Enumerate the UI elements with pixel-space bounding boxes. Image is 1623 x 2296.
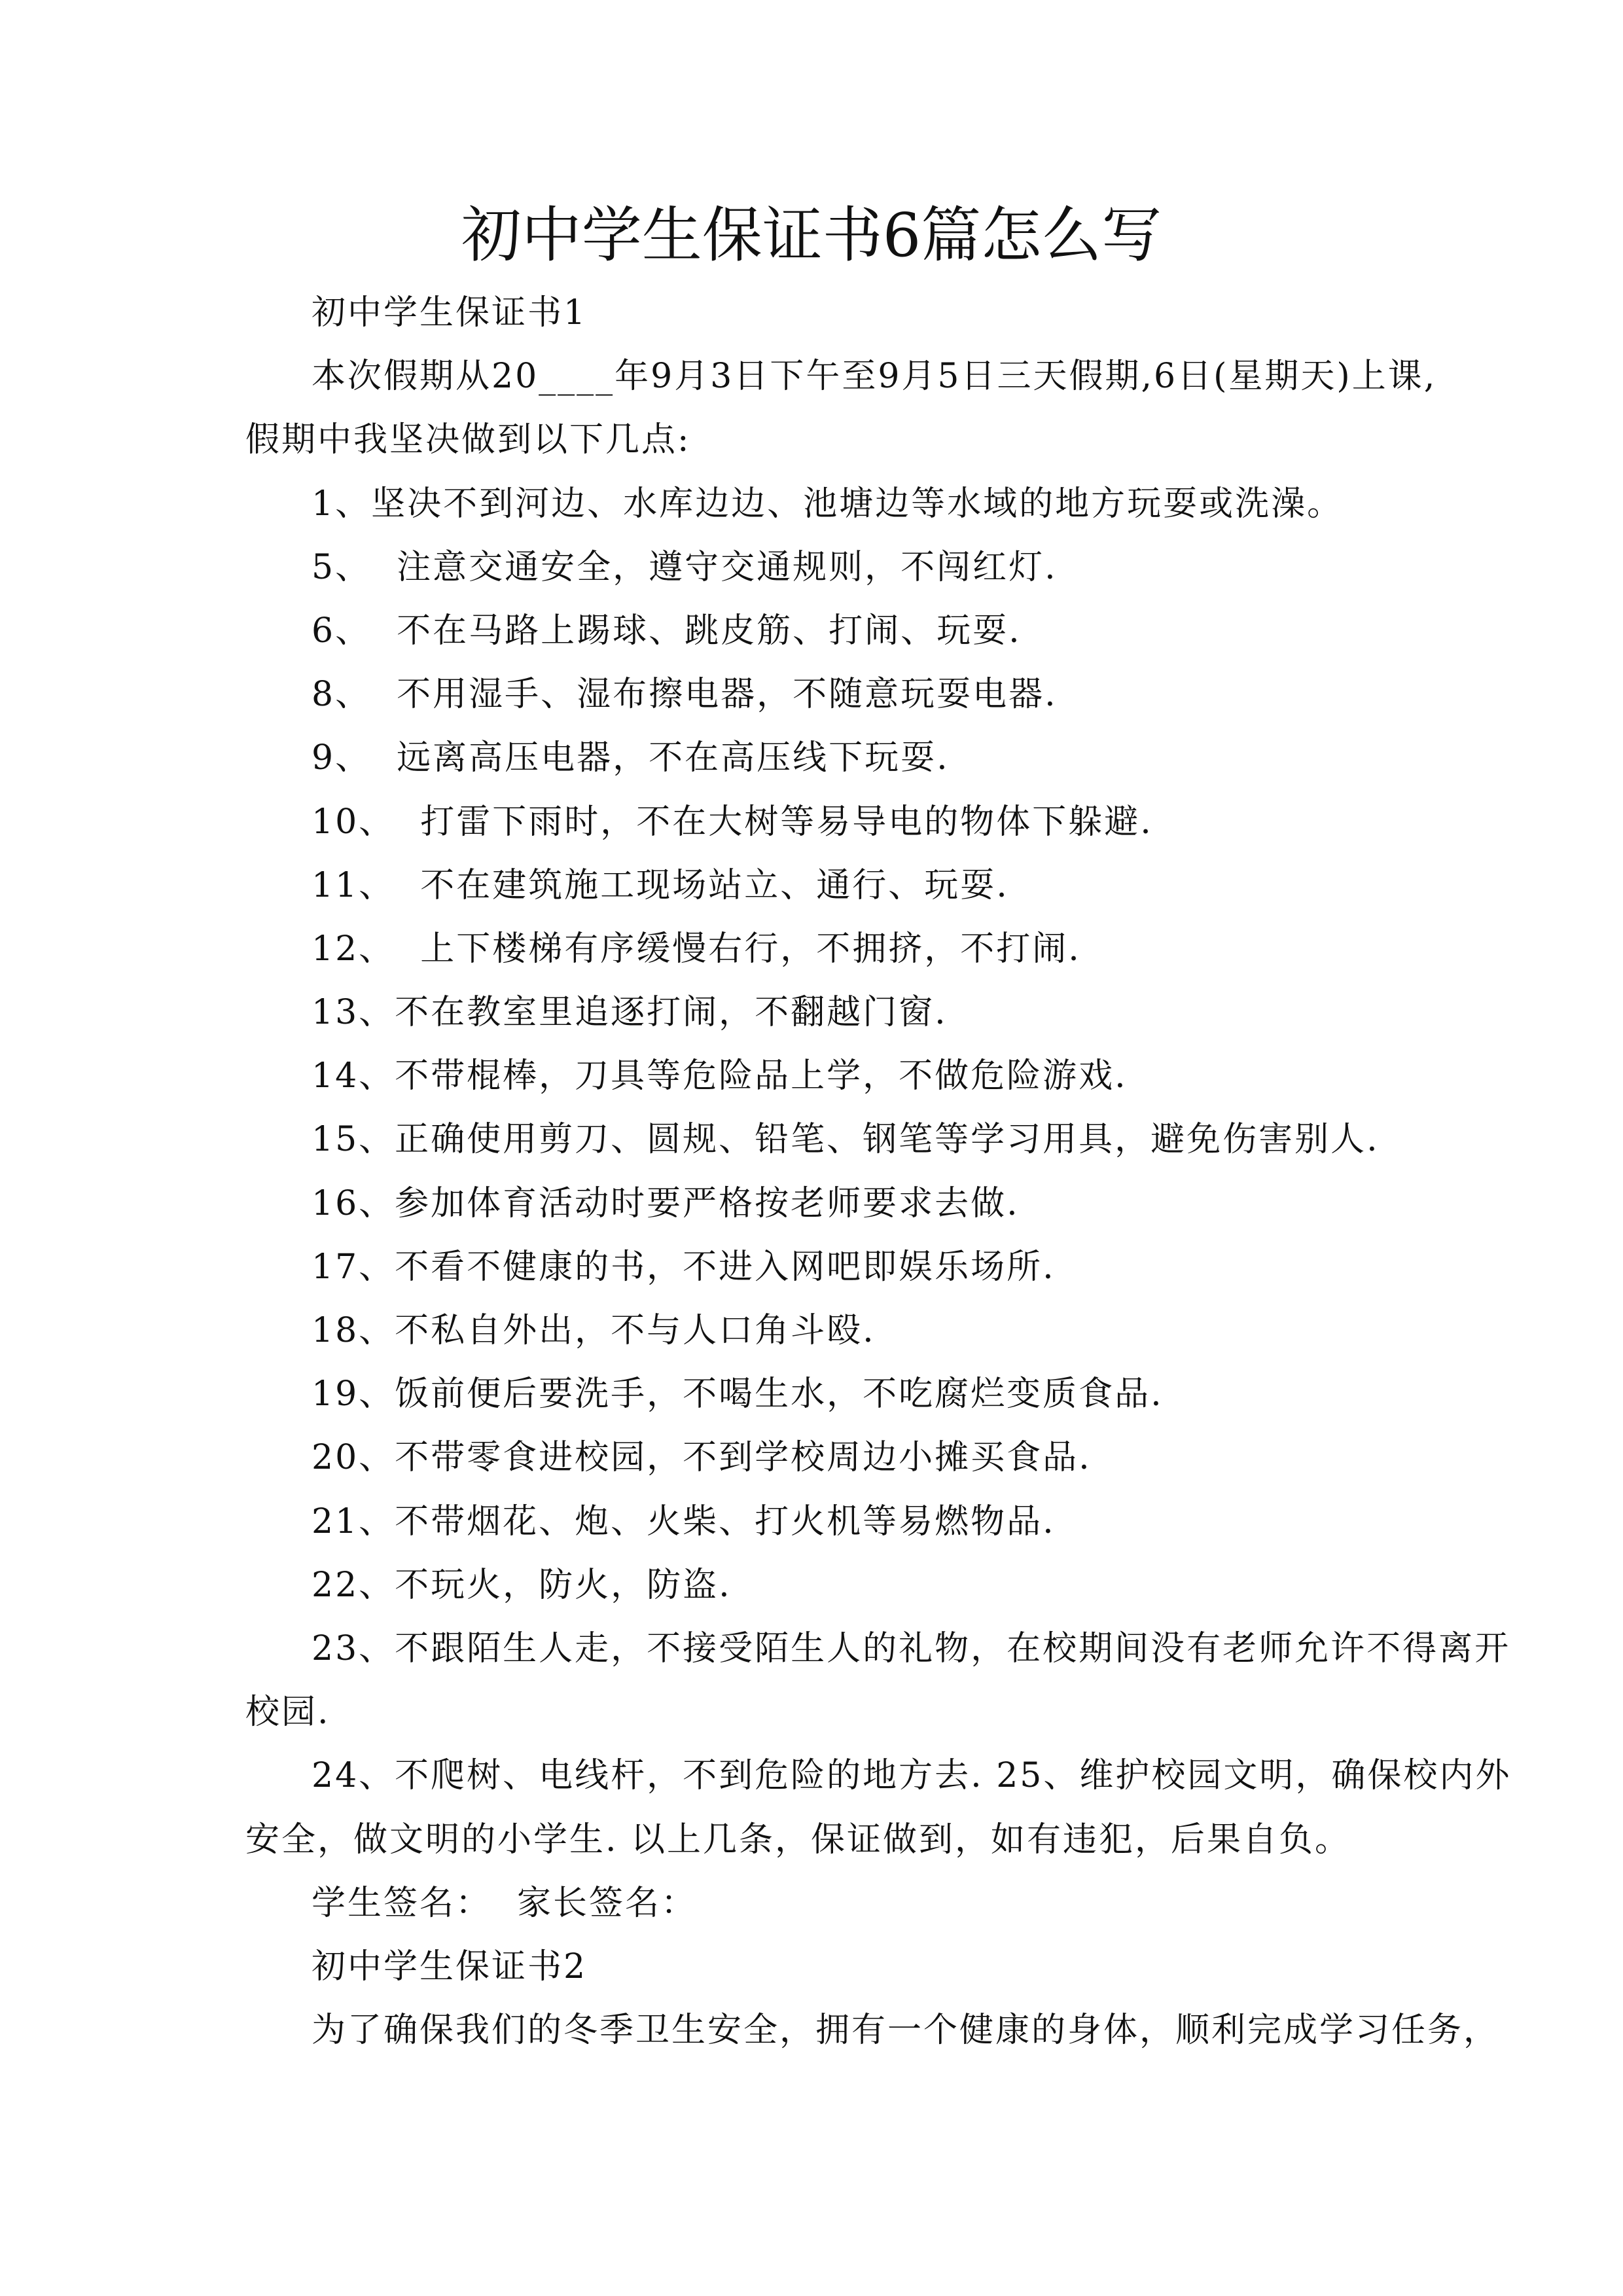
document-title: 初中学生保证书6篇怎么写 (461, 200, 1162, 270)
text-line: 19、饭前便后要洗手，不喝生水，不吃腐烂变质食品. (312, 1374, 1164, 1414)
text-line: 假期中我坚决做到以下几点: (245, 420, 691, 460)
text-line: 12、 上下楼梯有序缓慢右行，不拥挤，不打闹. (312, 929, 1081, 969)
text-line: 20、不带零食进校园，不到学校周边小摊买食品. (312, 1438, 1092, 1478)
text-line: 校园. (245, 1693, 330, 1732)
text-line: 15、正确使用剪刀、圆规、铅笔、钢笔等学习用具，避免伤害别人. (312, 1120, 1380, 1160)
text-line: 13、不在教室里追逐打闹，不翻越门窗. (312, 993, 948, 1033)
text-line: 学生签名： 家长签名： (312, 1883, 698, 1923)
text-line: 初中学生保证书2 (312, 1946, 588, 1986)
text-line: 10、 打雷下雨时，不在大树等易导电的物体下躲避. (312, 802, 1153, 842)
text-line: 安全，做文明的小学生. 以上几条，保证做到，如有违犯，后果自负。 (245, 1820, 1351, 1859)
document-body (245, 281, 1512, 2062)
text-line: 1、坚决不到河边、水库边边、池塘边等水域的地方玩耍或洗澡。 (312, 484, 1344, 524)
text-line: 24、不爬树、电线杆，不到危险的地方去. 25、维护校园文明，确保校内外 (312, 1756, 1512, 1796)
text-line: 11、 不在建筑施工现场站立、通行、玩耍. (312, 865, 1009, 905)
text-line: 8、 不用湿手、湿布擦电器，不随意玩耍电器. (312, 675, 1058, 715)
text-line: 本次假期从20____年9月3日下午至9月5日三天假期,6日(星期天)上课, (312, 357, 1437, 397)
text-line: 6、 不在马路上踢球、跳皮筋、打闹、玩耍. (312, 611, 1022, 651)
text-line: 21、不带烟花、炮、火柴、打火机等易燃物品. (312, 1501, 1056, 1541)
text-line: 22、不玩火，防火，防盗. (312, 1565, 732, 1605)
text-line: 9、 远离高压电器，不在高压线下玩耍. (312, 738, 950, 778)
text-line: 14、不带棍棒，刀具等危险品上学，不做危险游戏. (312, 1056, 1128, 1096)
text-line: 初中学生保证书1 (312, 293, 588, 332)
text-line: 5、 注意交通安全，遵守交通规则，不闯红灯. (312, 547, 1058, 587)
text-line: 23、不跟陌生人走，不接受陌生人的礼物，在校期间没有老师允许不得离开 (312, 1628, 1511, 1668)
text-line: 16、参加体育活动时要严格按老师要求去做. (312, 1183, 1020, 1223)
text-line: 17、不看不健康的书，不进入网吧即娱乐场所. (312, 1247, 1056, 1287)
text-line: 18、不私自外出，不与人口角斗殴. (312, 1311, 876, 1350)
text-line: 为了确保我们的冬季卫生安全，拥有一个健康的身体，顺利完成学习任务， (312, 2011, 1500, 2051)
